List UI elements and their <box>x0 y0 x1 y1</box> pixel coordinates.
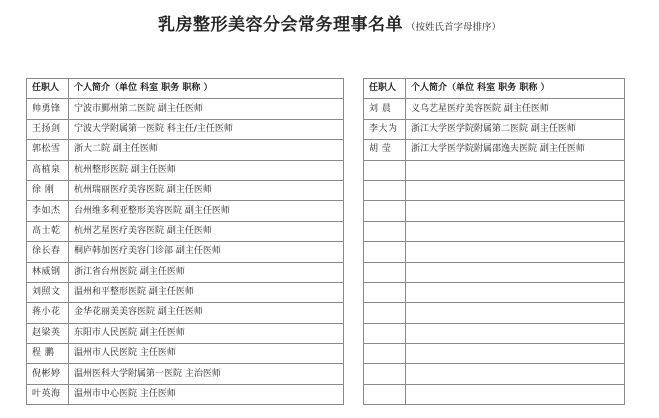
table-header-row <box>27 79 344 99</box>
member-name <box>364 323 406 343</box>
table-row <box>27 262 344 282</box>
table-row <box>27 242 344 262</box>
page-subtitle: （按姓氏首字母排序） <box>405 22 501 33</box>
table-row <box>27 384 344 404</box>
member-name <box>364 344 406 364</box>
member-profile <box>406 323 625 343</box>
table-row <box>27 99 344 119</box>
table-row <box>27 303 344 323</box>
member-name <box>364 303 406 323</box>
member-name: 刘 晨 <box>364 99 406 119</box>
table-row <box>364 221 625 241</box>
member-profile: 浙江省台州医院 副主任医师 <box>69 262 344 282</box>
member-profile: 浙江大学医学院附属邵逸夫医院 副主任医师 <box>406 140 625 160</box>
table-row <box>364 201 625 221</box>
member-profile <box>406 364 625 384</box>
member-name: 胡 莹 <box>364 140 406 160</box>
member-name: 李如杰 <box>27 201 69 221</box>
member-profile <box>406 201 625 221</box>
member-name <box>364 180 406 200</box>
table-row <box>364 99 625 119</box>
member-name: 叶英海 <box>27 384 69 404</box>
member-name: 林威钢 <box>27 262 69 282</box>
member-profile <box>406 180 625 200</box>
table-row <box>27 344 344 364</box>
member-name: 高士乾 <box>27 221 69 241</box>
table-row <box>27 201 344 221</box>
member-profile: 宁波市鄞州第二医院 副主任医师 <box>69 99 344 119</box>
member-name: 李大为 <box>364 119 406 139</box>
member-name: 蒋小花 <box>27 303 69 323</box>
member-profile: 宁波大学附属第一医院 科主任/主任医师 <box>69 119 344 139</box>
member-profile: 义乌艺星医疗美容医院 副主任医师 <box>406 99 625 119</box>
member-profile: 浙江大学医学院附属第二医院 副主任医师 <box>406 119 625 139</box>
header-profile: 个人简介（单位 科室 职务 职称 ） <box>69 79 344 99</box>
member-name <box>364 282 406 302</box>
table-row <box>364 242 625 262</box>
member-profile: 杭州艺星医疗美容医院 副主任医师 <box>69 221 344 241</box>
table-row <box>364 303 625 323</box>
table-row <box>27 160 344 180</box>
table-row <box>364 344 625 364</box>
member-name <box>364 242 406 262</box>
member-name <box>364 262 406 282</box>
member-profile <box>406 221 625 241</box>
table-row <box>27 323 344 343</box>
member-profile <box>406 242 625 262</box>
page-title: 乳房整形美容分会常务理事名单 <box>157 15 403 35</box>
document-title-area <box>0 10 659 35</box>
member-name: 高植泉 <box>27 160 69 180</box>
member-profile: 温州市中心医院 主任医师 <box>69 384 344 404</box>
member-name: 王扬剑 <box>27 119 69 139</box>
header-profile: 个人简介（单位 科室 职务 职称 ） <box>406 79 625 99</box>
member-profile <box>406 344 625 364</box>
member-profile: 浙大二院 副主任医师 <box>69 140 344 160</box>
table-row <box>364 262 625 282</box>
members-table-right <box>363 78 625 405</box>
member-name: 程 鹏 <box>27 344 69 364</box>
table-row <box>27 282 344 302</box>
member-name <box>364 384 406 404</box>
member-profile: 杭州瑞丽医疗美容医院 副主任医师 <box>69 180 344 200</box>
member-name <box>364 201 406 221</box>
table-row <box>27 180 344 200</box>
table-row <box>27 364 344 384</box>
table-row <box>364 160 625 180</box>
members-table-left <box>26 78 344 405</box>
member-profile <box>406 160 625 180</box>
table-row <box>364 140 625 160</box>
member-name: 帅勇锋 <box>27 99 69 119</box>
table-row <box>364 119 625 139</box>
member-profile <box>406 303 625 323</box>
member-name: 刘照文 <box>27 282 69 302</box>
header-name: 任职人 <box>27 79 69 99</box>
table-row <box>364 384 625 404</box>
member-profile: 桐庐韩加医疗美容门诊部 副主任医师 <box>69 242 344 262</box>
member-profile <box>406 262 625 282</box>
member-name: 郭松雪 <box>27 140 69 160</box>
member-profile: 台州维多利亚整形美容医院 副主任医师 <box>69 201 344 221</box>
member-name <box>364 160 406 180</box>
table-row <box>27 119 344 139</box>
table-row <box>364 180 625 200</box>
member-profile: 温州医科大学附属第一医院 主治医师 <box>69 364 344 384</box>
table-row <box>364 364 625 384</box>
member-profile <box>406 384 625 404</box>
member-name: 倪彬婷 <box>27 364 69 384</box>
header-name: 任职人 <box>364 79 406 99</box>
member-profile: 温州市人民医院 主任医师 <box>69 344 344 364</box>
member-name: 徐 刚 <box>27 180 69 200</box>
table-header-row <box>364 79 625 99</box>
table-row <box>27 221 344 241</box>
member-name: 赵梁英 <box>27 323 69 343</box>
member-profile: 杭州整形医院 副主任医师 <box>69 160 344 180</box>
member-profile <box>406 282 625 302</box>
member-name <box>364 221 406 241</box>
member-profile: 金华花丽美美容医院 副主任医师 <box>69 303 344 323</box>
member-profile: 温州和平整形医院 副主任医师 <box>69 282 344 302</box>
member-name: 徐长春 <box>27 242 69 262</box>
table-row <box>364 323 625 343</box>
table-row <box>27 140 344 160</box>
table-row <box>364 282 625 302</box>
member-profile: 东阳市人民医院 副主任医师 <box>69 323 344 343</box>
member-name <box>364 364 406 384</box>
